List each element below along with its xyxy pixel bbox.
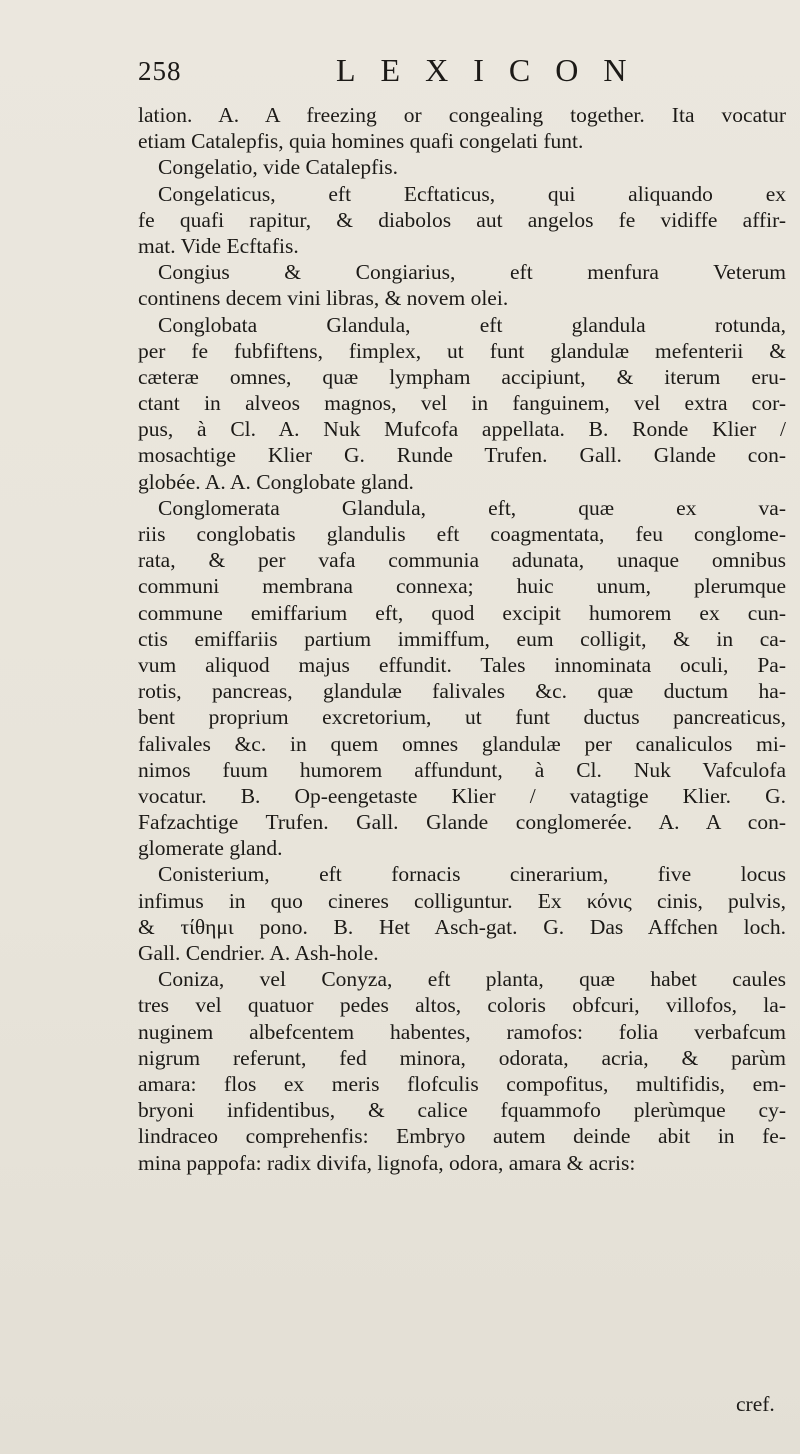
text-line: bryoni infidentibus, & calice fquammofo plerùmque cy- (138, 1098, 786, 1123)
text-line: lindraceo comprehenfis: Embryo autem deinde abit in fe- (138, 1124, 786, 1149)
text-line: riis conglobatis glandulis eft coagmentata, feu conglome- (138, 522, 786, 546)
text-line: falivales &c. in quem omnes glandulæ per canaliculos mi- (138, 731, 786, 756)
text-line: Congius & Congiarius, eft menfura Veterum (158, 260, 786, 285)
text-line: amara: flos ex meris flofculis compofitus, multifidis, em- (138, 1071, 786, 1096)
catchword: cref. (736, 1392, 775, 1416)
page-header (138, 52, 778, 96)
text-line: per fe fubfiftens, fimplex, ut funt glandulæ mefenterii & (138, 338, 786, 363)
text-line: nuginem albefcentem habentes, ramofos: folia verbafcum (138, 1019, 786, 1044)
text-line: vocatur. B. Op-eengetaste Klier / vatagtige Klier. G. (138, 783, 786, 808)
text-line: nigrum referunt, fed minora, odorata, acria, & parùm (138, 1045, 786, 1070)
text-line: lation. A. A freezing or congealing together. Ita vocatur (138, 103, 786, 127)
text-line: rata, & per vafa communia adunata, unaque omnibus (138, 548, 786, 573)
text-line: Congelatio, vide Catalepfis. (158, 155, 399, 180)
text-line: mosachtige Klier G. Runde Trufen. Gall. Glande con- (138, 443, 786, 468)
text-line: Conglobata Glandula, eft glandula rotunda, (158, 312, 786, 337)
text-line: globée. A. A. Conglobate gland. (138, 469, 414, 494)
text-line: fe quafi rapitur, & diabolos aut angelos fe vidiffe affir- (138, 207, 786, 232)
text-line: cæteræ omnes, quæ lympham accipiunt, & iterum eru- (138, 364, 786, 389)
text-line: glomerate gland. (138, 836, 283, 861)
text-line: continens decem vini libras, & novem olei. (138, 286, 509, 311)
text-line: mina pappofa: radix divifa, lignofa, odora, amara & acris: (138, 1150, 636, 1175)
text-line: etiam Catalepfis, quia homines quafi congelati funt. (138, 129, 584, 154)
running-title: LEXICON (336, 52, 652, 88)
text-line: pus, à Cl. A. Nuk Mufcofa appellata. B. Ronde Klier / (138, 417, 786, 442)
text-line: vum aliquod majus effundit. Tales innominata oculi, Pa- (138, 652, 786, 677)
text-line: nimos fuum humorem affundunt, à Cl. Nuk Vafculofa (138, 757, 786, 782)
text-line: commune emiffarium eft, quod excipit humorem ex cun- (138, 600, 786, 625)
text-line: Fafzachtige Trufen. Gall. Glande conglomerée. A. A con- (138, 810, 786, 835)
text-line: tres vel quatuor pedes altos, coloris obfcuri, villofos, la- (138, 993, 786, 1018)
text-line: communi membrana connexa; huic unum, plerumque (138, 574, 786, 599)
text-line: ctis emiffariis partium immiffum, eum colligit, & in ca- (138, 626, 786, 651)
text-line: Gall. Cendrier. A. Ash-hole. (138, 941, 379, 965)
text-line: mat. Vide Ecftafis. (138, 233, 299, 258)
page-number: 258 (138, 56, 182, 86)
text-line: Conisterium, eft fornacis cinerarium, five locus (158, 862, 786, 887)
text-line: infimus in quo cineres colliguntur. Ex κόνις cinis, pulvis, (138, 888, 786, 913)
text-line: Congelaticus, eft Ecftaticus, qui aliquando ex (158, 181, 786, 206)
text-line: Coniza, vel Conyza, eft planta, quæ habet caules (158, 967, 786, 992)
text-line: ctant in alveos magnos, vel in fanguinem, vel extra cor- (138, 391, 786, 416)
text-line: & τίθημι pono. B. Het Asch-gat. G. Das Affchen loch. (138, 914, 786, 939)
text-line: Conglomerata Glandula, eft, quæ ex va- (158, 495, 786, 520)
text-line: rotis, pancreas, glandulæ falivales &c. quæ ductum ha- (138, 679, 786, 704)
text-line: bent proprium excretorium, ut funt ductus pancreaticus, (138, 705, 786, 730)
lexicon-body (138, 102, 786, 1176)
